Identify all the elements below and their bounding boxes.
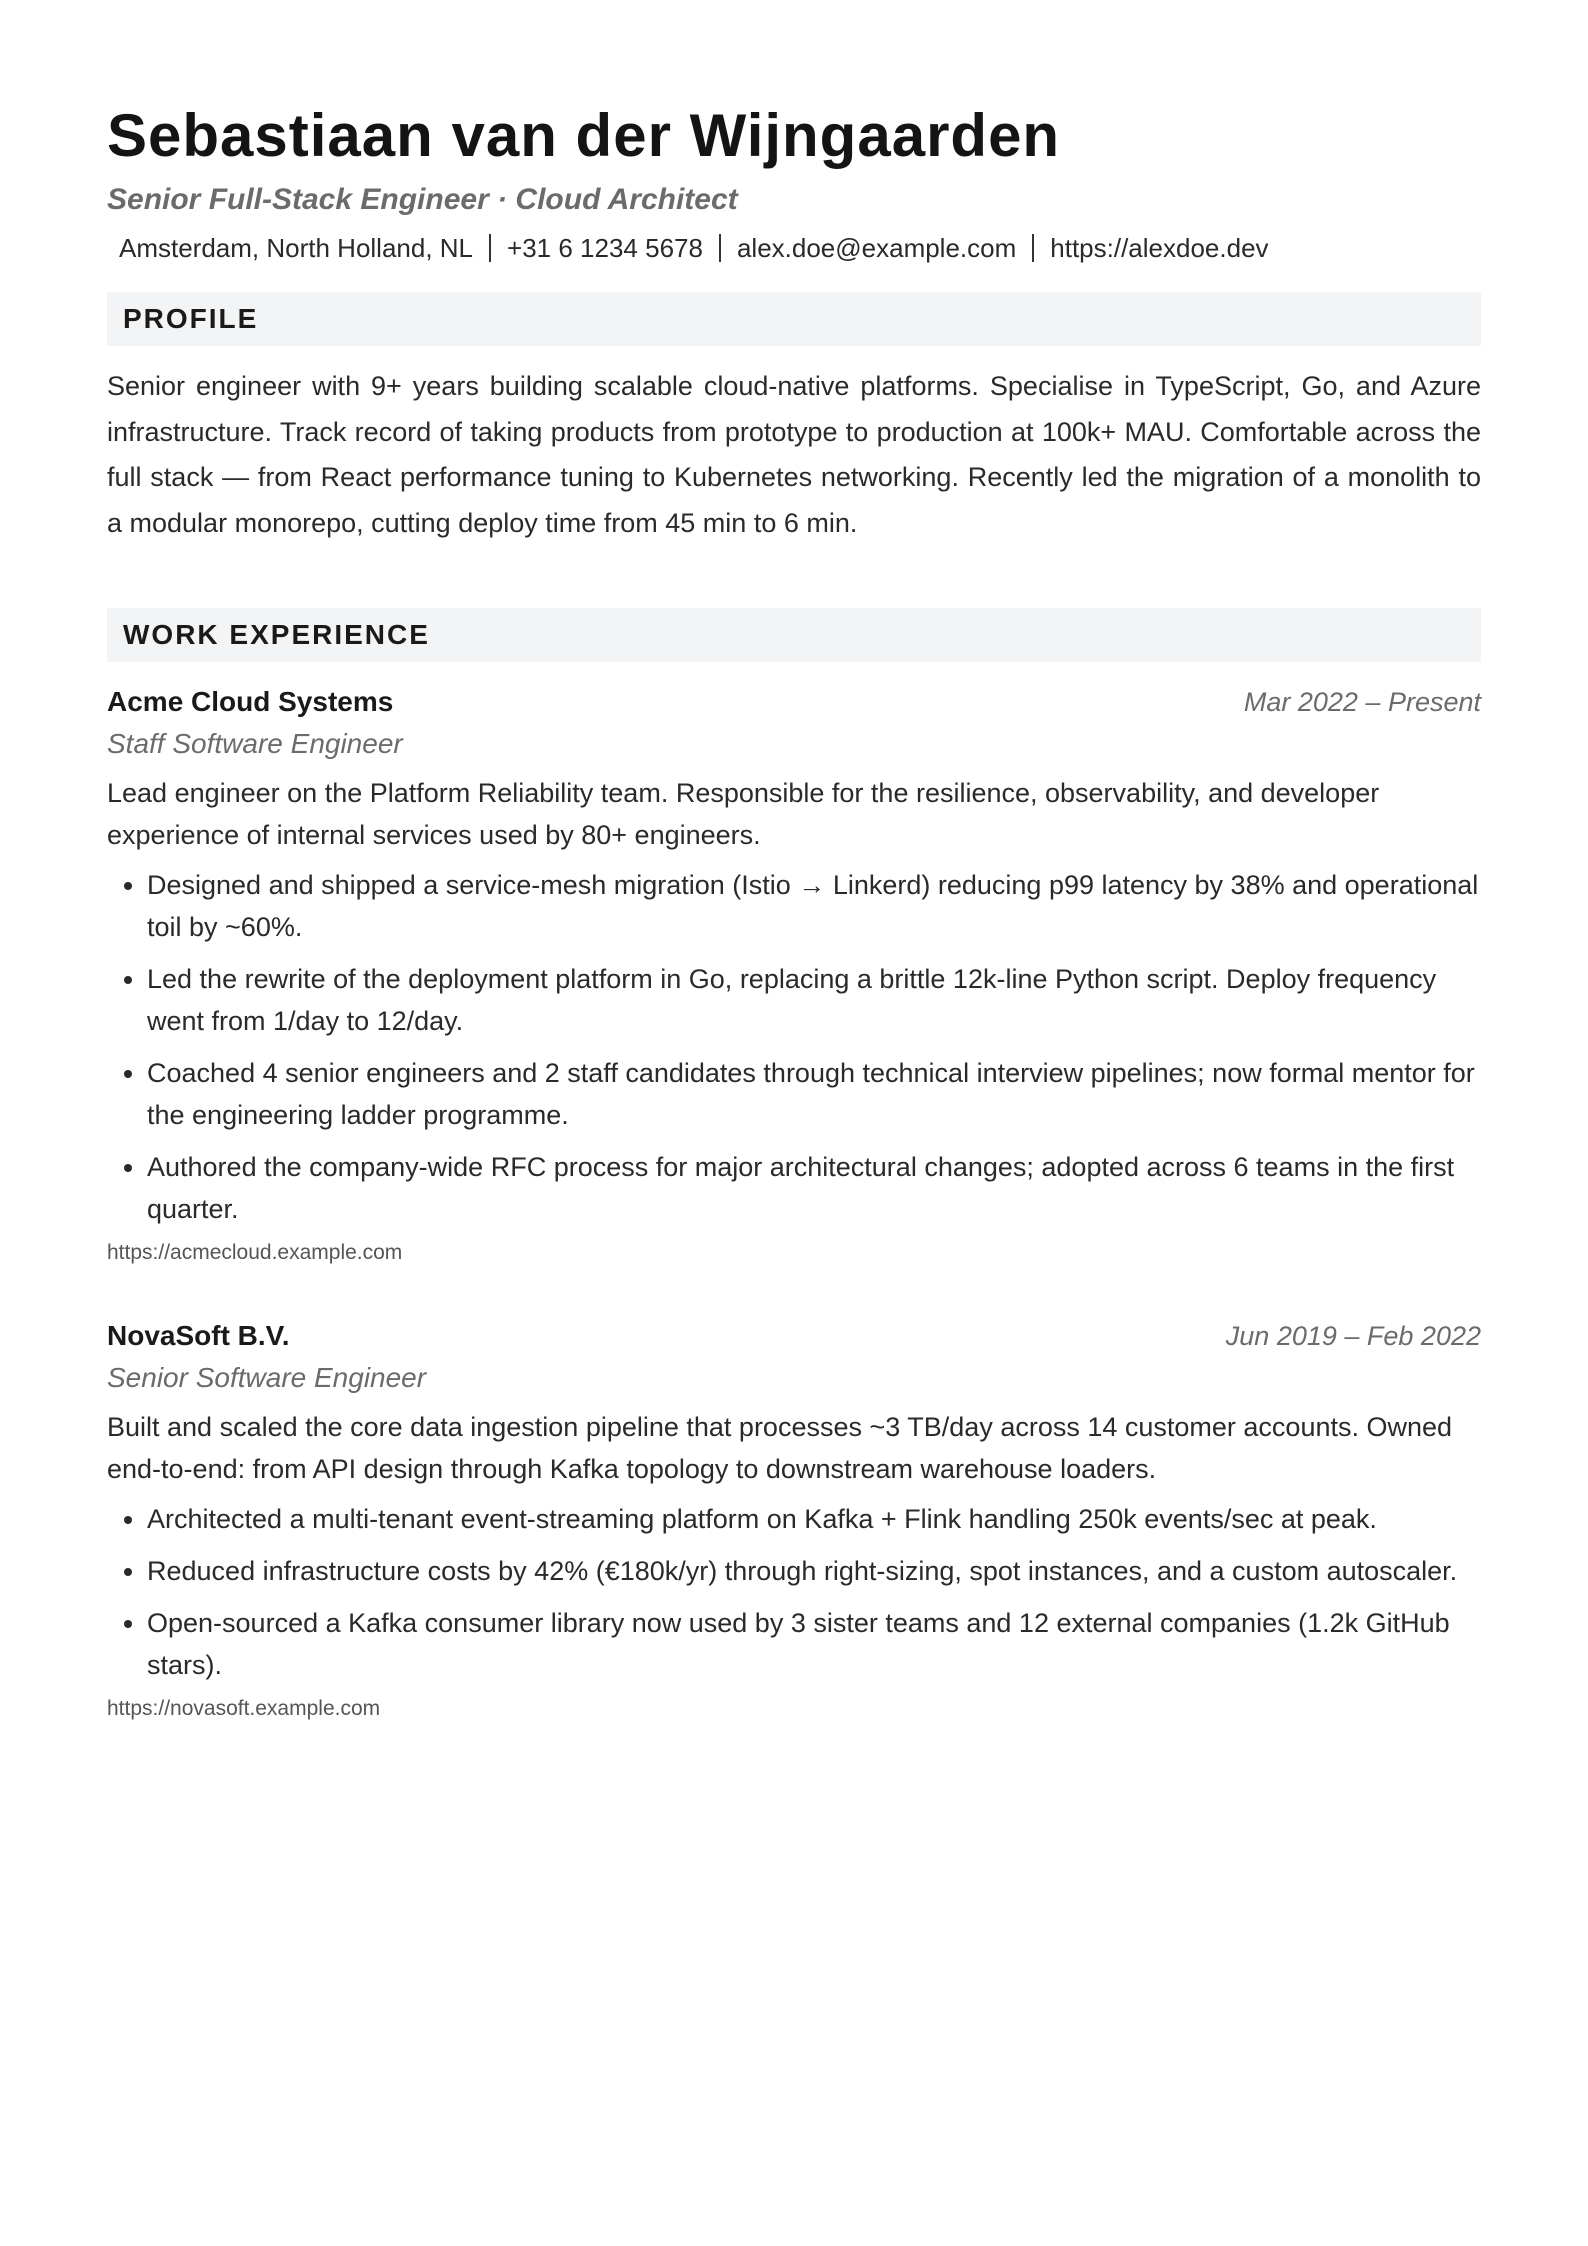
job-highlight-item: • Architected a multi-tenant event-streaming platform on Kafka + Flink handling 250k events/sec at peak. <box>147 1498 1481 1540</box>
job-dates: Mar 2022 – Present <box>1243 687 1481 717</box>
job-company: Acme Cloud Systems <box>107 686 394 717</box>
job-header <box>107 1316 1481 1356</box>
job-entry-novasoft <box>107 1316 1481 1724</box>
contact-separator <box>1032 234 1034 262</box>
contact-line <box>107 230 1481 266</box>
job-dates: Jun 2019 – Feb 2022 <box>1225 1321 1481 1351</box>
profile-summary: Senior engineer with 9+ years building scalable cloud-native platforms. Specialise in TypeScript, Go, and Azure infrastructure. Track record of taking products from prototype to production at 100k+ MAU. Comfortable across the full stack — from React performance tuning to Kubernetes networking. Recently led the migration of a monolith to a modular monorepo, cutting deploy time from 45 min to 6 min. <box>107 371 1481 538</box>
job-highlight-item: • Open-sourced a Kafka consumer library now used by 3 sister teams and 12 external companies (1.2k GitHub stars). <box>147 1602 1481 1686</box>
job-highlight-item: • Coached 4 senior engineers and 2 staff candidates through technical interview pipelines; now formal mentor for the engineering ladder programme. <box>147 1052 1481 1136</box>
job-role: Senior Software Engineer <box>107 1362 427 1393</box>
contact-separator <box>719 234 721 262</box>
job-highlight-item: • Led the rewrite of the deployment platform in Go, replacing a brittle 12k-line Python script. Deploy frequency went from 1/day to 12/day. <box>147 958 1481 1042</box>
job-highlight-item: • Authored the company-wide RFC process for major architectural changes; adopted across 6 teams in the first quarter. <box>147 1146 1481 1230</box>
job-summary: Lead engineer on the Platform Reliability team. Responsible for the resilience, observability, and developer experience of internal services used by 80+ engineers. <box>107 778 1380 850</box>
contact-phone: +31 6 1234 5678 <box>507 233 703 263</box>
candidate-name: Sebastiaan van der Wijngaarden <box>107 102 1061 169</box>
job-highlights <box>107 864 1481 1230</box>
job-header <box>107 682 1481 722</box>
section-header-work-experience: WORK EXPERIENCE <box>107 608 1481 662</box>
job-url[interactable]: https://acmecloud.example.com <box>107 1241 403 1264</box>
contact-email: alex.doe@example.com <box>736 233 1017 263</box>
job-entry-acme <box>107 682 1481 1268</box>
section-header-profile: PROFILE <box>107 292 1481 346</box>
contact-location: Amsterdam, North Holland, NL <box>119 233 474 263</box>
job-summary: Built and scaled the core data ingestion pipeline that processes ~3 TB/day across 14 customer accounts. Owned end-to-end: from API design through Kafka topology to downstream warehouse loaders. <box>107 1412 1453 1484</box>
job-url[interactable]: https://novasoft.example.com <box>107 1697 381 1720</box>
contact-separator <box>489 234 491 262</box>
job-highlight-item: • Reduced infrastructure costs by 42% (€180k/yr) through right-sizing, spot instances, and a custom autoscaler. <box>147 1550 1481 1592</box>
job-highlight-item: • Designed and shipped a service-mesh migration (Istio → Linkerd) reducing p99 latency by 38% and operational toil by ~60%. <box>147 864 1481 948</box>
job-highlights <box>107 1498 1481 1686</box>
job-company: NovaSoft B.V. <box>107 1320 290 1351</box>
job-role: Staff Software Engineer <box>107 728 403 759</box>
contact-website: https://alexdoe.dev <box>1050 233 1269 263</box>
candidate-headline: Senior Full-Stack Engineer · Cloud Architect <box>107 183 738 216</box>
